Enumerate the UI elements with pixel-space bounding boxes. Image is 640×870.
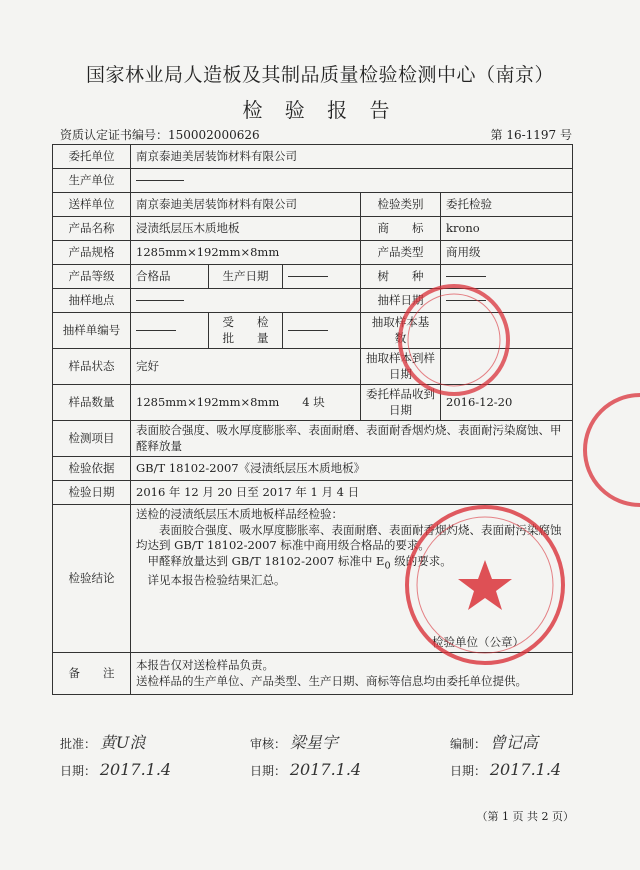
inspected-label: 受 检 xyxy=(222,315,269,329)
category-value: 商用级 xyxy=(441,241,573,265)
product-value: 浸渍纸层压木质地板 xyxy=(131,217,361,241)
compile-sign: 曾记高 xyxy=(489,733,538,752)
seal-caption: 检验单位（公章） xyxy=(432,634,525,649)
conclusion-text: 甲醛释放量达到 GB/T 18102-2007 标准中 E xyxy=(147,553,385,568)
test-type-label: 检验类别 xyxy=(361,193,441,217)
remarks-line: 送检样品的生产单位、产品类型、生产日期、商标等信息均由委托单位提供。 xyxy=(136,673,527,688)
row-sampler xyxy=(53,313,573,349)
e0-subscript: 0 xyxy=(384,559,391,571)
sample-base-value xyxy=(441,313,573,349)
org-title: 国家林业局人造板及其制品质量检验检测中心（南京） xyxy=(85,64,554,86)
producer-value xyxy=(131,169,573,193)
row-spec xyxy=(53,241,573,265)
approve-date xyxy=(60,760,171,779)
date-value: 2016 年 12 月 20 日至 2017 年 1 月 4 日 xyxy=(131,481,573,505)
species-label: 树 种 xyxy=(361,265,441,289)
date-label: 日期： xyxy=(450,764,487,778)
arrival-label: 抽取样本到样日期 xyxy=(361,349,441,385)
test-type-value: 委托检验 xyxy=(441,193,573,217)
quantity-value: 1285mm×192mm×8mm 4 块 xyxy=(131,385,361,421)
spec-value: 1285mm×192mm×8mm xyxy=(131,241,361,265)
date-label: 日期： xyxy=(250,764,287,778)
row-date xyxy=(53,481,573,505)
row-basis xyxy=(53,457,573,481)
prod-date-label: 生产日期 xyxy=(209,265,283,289)
blank-dash xyxy=(136,330,176,331)
received-value: 2016-12-20 xyxy=(441,385,573,421)
sample-place-label: 抽样地点 xyxy=(53,289,131,313)
state-value: 完好 xyxy=(131,349,361,385)
arrival-value xyxy=(441,349,573,385)
sender-label: 送样单位 xyxy=(53,193,131,217)
brand-label: 商 标 xyxy=(361,217,441,241)
species-value xyxy=(441,265,573,289)
blank-dash xyxy=(288,330,328,331)
batch-value xyxy=(283,313,361,349)
conclusion-value xyxy=(131,505,573,653)
date-label: 检验日期 xyxy=(53,481,131,505)
compile-date xyxy=(450,760,561,779)
basis-label: 检验依据 xyxy=(53,457,131,481)
conclusion-line: 详见本报告检验结果汇总。 xyxy=(147,572,286,587)
row-conclusion xyxy=(53,505,573,653)
sample-date-value xyxy=(441,289,573,313)
items-label: 检测项目 xyxy=(53,421,131,457)
row-product xyxy=(53,217,573,241)
approve-sign: 黄U浪 xyxy=(99,733,146,752)
review-label: 审核： xyxy=(250,737,287,751)
row-state xyxy=(53,349,573,385)
compile-label: 编制： xyxy=(450,737,487,751)
inspected-batch-label xyxy=(209,313,283,349)
category-label: 产品类型 xyxy=(361,241,441,265)
client-label: 委托单位 xyxy=(53,145,131,169)
product-label: 产品名称 xyxy=(53,217,131,241)
conclusion-line: 送检的浸渍纸层压木质地板样品经检验： xyxy=(136,507,343,522)
report-table xyxy=(52,144,573,695)
batch-label: 批 量 xyxy=(222,330,269,345)
conclusion-text: 级的要求。 xyxy=(390,553,452,568)
remarks-label: 备 注 xyxy=(53,653,131,695)
brand-value: krono xyxy=(441,217,573,241)
date-sign: 2017.1.4 xyxy=(289,760,362,779)
report-title: 检 验 报 告 xyxy=(242,98,398,122)
blank-dash xyxy=(136,300,184,301)
review-date xyxy=(250,760,361,779)
blank-dash xyxy=(288,276,328,277)
received-label: 委托样品收到日期 xyxy=(361,385,441,421)
cert-number: 资质认定证书编号：150002000626 xyxy=(60,128,260,142)
row-quantity xyxy=(53,385,573,421)
approve-label: 批准： xyxy=(60,737,97,751)
row-producer xyxy=(53,169,573,193)
approve-signature xyxy=(60,730,145,753)
quantity-label: 样品数量 xyxy=(53,385,131,421)
sender-value: 南京泰迪美居装饰材料有限公司 xyxy=(131,193,361,217)
sample-date-label: 抽样日期 xyxy=(361,289,441,313)
blank-dash xyxy=(136,180,184,181)
grade-value: 合格品 xyxy=(131,265,209,289)
sampler-label: 抽样单编号 xyxy=(53,313,131,349)
row-client xyxy=(53,145,573,169)
remarks-line: 本报告仅对送检样品负责。 xyxy=(136,658,274,673)
conclusion-label: 检验结论 xyxy=(53,505,131,653)
spec-label: 产品规格 xyxy=(53,241,131,265)
producer-label: 生产单位 xyxy=(53,169,131,193)
review-signature xyxy=(250,730,338,753)
conclusion-line xyxy=(136,554,567,573)
blank-dash xyxy=(446,276,486,277)
review-sign: 梁星宇 xyxy=(289,733,338,752)
date-label: 日期： xyxy=(60,764,97,778)
client-value: 南京泰迪美居装饰材料有限公司 xyxy=(131,145,573,169)
sample-base-label: 抽取样本基 数 xyxy=(361,313,441,349)
row-remarks xyxy=(53,653,573,695)
date-sign: 2017.1.4 xyxy=(489,760,562,779)
row-sender xyxy=(53,193,573,217)
row-items xyxy=(53,421,573,457)
conclusion-line: 表面胶合强度、吸水厚度膨胀率、表面耐磨、表面耐香烟灼烧、表面耐污染腐蚀均达到 GB/T 18102-2007 标准中商用级合格品的要求。 xyxy=(136,522,562,553)
remarks-value xyxy=(131,653,573,695)
grade-label: 产品等级 xyxy=(53,265,131,289)
state-label: 样品状态 xyxy=(53,349,131,385)
basis-value: GB/T 18102-2007《浸渍纸层压木质地板》 xyxy=(131,457,573,481)
page-info: （第 1 页 共 2 页） xyxy=(476,810,574,823)
sampler-value xyxy=(131,313,209,349)
row-sample-place xyxy=(53,289,573,313)
sample-place-value xyxy=(131,289,361,313)
blank-dash xyxy=(446,300,486,301)
row-grade xyxy=(53,265,573,289)
items-value: 表面胶合强度、吸水厚度膨胀率、表面耐磨、表面耐香烟灼烧、表面耐污染腐蚀、甲醛释放量 xyxy=(131,421,573,457)
prod-date-value xyxy=(283,265,361,289)
compile-signature xyxy=(450,730,538,753)
date-sign: 2017.1.4 xyxy=(99,760,172,779)
doc-number: 第 16-1197 号 xyxy=(490,128,572,142)
